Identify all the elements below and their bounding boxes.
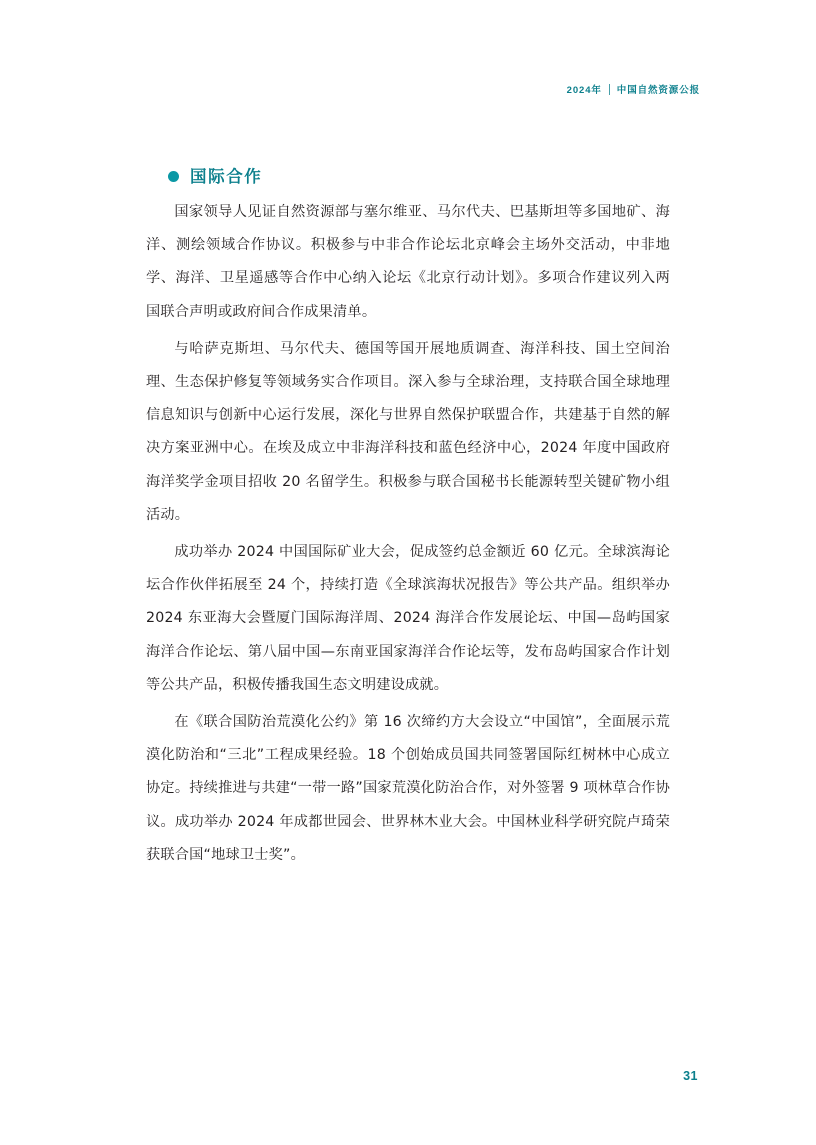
- running-header: [567, 82, 700, 96]
- header-separator: [609, 84, 610, 95]
- body-text: [146, 196, 670, 876]
- paragraph: 在《联合国防治荒漠化公约》第 16 次缔约方大会设立“中国馆”，全面展示荒漠化防治和“三北”工程成果经验。18 个创始成员国共同签署国际红树林中心成立协定。持续推进与共建“一带一路”国家荒漠化防治合作，对外签署 9 项林草合作协议。成功举办 2024 年成都世园会、世界林木业大会。中国林业科学研究院卢琦荣获联合国“地球卫士奖”。: [146, 714, 670, 863]
- header-year: 2024年: [566, 85, 602, 96]
- section-title: 国际合作: [190, 167, 263, 186]
- paragraph: 国家领导人见证自然资源部与塞尔维亚、马尔代夫、巴基斯坦等多国地矿、海洋、测绘领域合作协议。积极参与中非合作论坛北京峰会主场外交活动，中非地学、海洋、卫星遥感等合作中心纳入论坛《北京行动计划》。多项合作建议列入两国联合声明或政府间合作成果清单。: [146, 204, 670, 320]
- section-heading: [168, 163, 262, 187]
- page-number: 31: [683, 1069, 698, 1083]
- paragraph: 与哈萨克斯坦、马尔代夫、德国等国开展地质调查、海洋科技、国土空间治理、生态保护修复等领域务实合作项目。深入参与全球治理，支持联合国全球地理信息知识与创新中心运行发展，深化与世界自然保护联盟合作，共建基于自然的解决方案亚洲中心。在埃及成立中非海洋科技和蓝色经济中心，2024 年度中国政府海洋奖学金项目招收 20 名留学生。积极参与联合国秘书长能源转型关键矿物小组活动。: [146, 340, 670, 523]
- header-title: 中国自然资源公报: [616, 85, 700, 96]
- paragraph: 成功举办 2024 中国国际矿业大会，促成签约总金额近 60 亿元。全球滨海论坛合作伙伴拓展至 24 个，持续打造《全球滨海状况报告》等公共产品。组织举办 2024 东亚海大会暨厦门国际海洋周、2024 海洋合作发展论坛、中国—岛屿国家海洋合作论坛、第八届中国—东南亚国家海洋合作论坛等，发布岛屿国家合作计划等公共产品，积极传播我国生态文明建设成就。: [146, 544, 670, 693]
- filled-circle-icon: [168, 171, 179, 182]
